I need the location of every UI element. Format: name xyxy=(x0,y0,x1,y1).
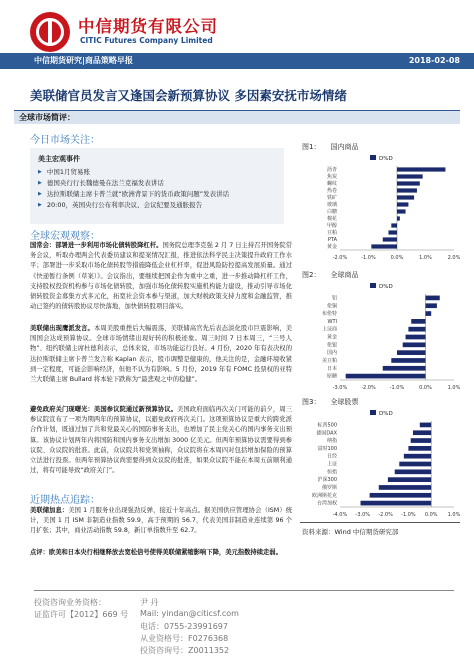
advisory-number: 投资咨询号：Z0011352 xyxy=(140,646,230,655)
fig2-category-label: 铝 xyxy=(331,295,337,302)
macro-paragraph-3 xyxy=(30,405,292,486)
fig2-bar xyxy=(406,335,426,340)
fig3-category-label: 日经 xyxy=(326,453,337,460)
report-headline: 美联储官员发言又逢国会新预算协议 多因素安抚市场情绪 xyxy=(30,88,347,103)
fig1-bar xyxy=(371,244,397,248)
fig2-bar xyxy=(391,358,425,363)
footer-divider xyxy=(34,590,454,591)
figure-3-label xyxy=(302,397,358,407)
macro-paragraph-3-lead: 避免政府关门现曙光：美国参议院通过新预算协议。 xyxy=(30,406,178,413)
fig3-category-label: 欧洲斯托克 xyxy=(311,492,337,499)
list-item: ▶ 德国央行行长魏德曼在法兰克福发表讲话 xyxy=(38,178,276,189)
fig2-bar xyxy=(426,303,437,308)
fig2-category-label: 布伦特 xyxy=(321,311,337,318)
macro-paragraph-3-body: 美国政府面临再次关门可能的前夕，周三参议院宣布了一项为期两年的预算协议，以避免政府再次关门。这项预算协议是重大的跨党派合作计划，既通过加了共和党最关心的国防事务支出，也增加了民主党关心的国内事务支出预算。该协议计划两年内将国防和国内事务支出增加 3000 亿美元。但两年预算协议需要得到参议院、众议院的批准。此前，众议院共和党领袖称，众议院将在本周四对包括增加保险的预算立法进行投票。但两年预算协议尚需要得到众议院的批准，如果众议院不能在本周五前顺利通过，将有可能导致“政府关门”。 xyxy=(30,406,292,475)
fig1-tick-label: 2.0% xyxy=(447,255,460,261)
recent-paragraph-2-lead: 点评：欧美和日本央行相继释放去宽松信号使得美联储紧缩影响下降，美元指数持续走弱。 xyxy=(30,549,282,556)
macro-heading: 全球宏观观察： xyxy=(30,231,100,242)
figure-1-number: 图1： xyxy=(302,143,321,151)
figure-1-svg xyxy=(300,152,460,262)
license-label: 投资咨询业务资格： xyxy=(34,598,106,607)
fig3-category-label: 沪深300 xyxy=(317,477,337,484)
fig1-bar xyxy=(397,181,420,185)
fig1-tick-label: -1.0% xyxy=(361,255,376,261)
macro-paragraph-2-lead: 美联储出现鹰派发言。 xyxy=(30,325,94,332)
figure-3-svg xyxy=(300,407,460,519)
fig1-category-label: 热卷 xyxy=(326,187,337,194)
fig2-category-label: 日本 xyxy=(326,365,337,372)
fig1-bar xyxy=(397,216,400,220)
fig3-bar xyxy=(408,446,431,451)
today-focus-heading: 今日市场关注： xyxy=(30,135,100,146)
citic-logo-icon xyxy=(30,12,70,52)
fig2-category-label: 原糖 xyxy=(326,373,337,380)
fig3-tick-label: -4.0% xyxy=(332,512,348,518)
fig2-bar xyxy=(397,350,426,355)
fig3-tick-label: 0.0% xyxy=(424,512,438,518)
report-department: 中信期货研究|商品策略早报 xyxy=(34,56,133,65)
fig1-tick-label: -2.0% xyxy=(332,255,348,261)
fig2-bar xyxy=(426,311,432,316)
figure-2-caption: 全球商品 xyxy=(330,271,359,279)
fig2-category-label: WTI xyxy=(327,318,337,325)
fig2-category-label: 国内 xyxy=(326,350,337,357)
fig1-category-label: 铁矿 xyxy=(326,194,337,201)
source-divider xyxy=(300,522,460,523)
fig2-category-label: 伦银 xyxy=(326,342,337,349)
fig2-category-label: 黄金 xyxy=(326,334,337,341)
fig1-category-label: 玻璃 xyxy=(326,201,337,208)
fig3-category-label: 上证 xyxy=(326,461,337,468)
fig3-bar xyxy=(399,462,431,467)
figure-3-caption: 全球股票 xyxy=(330,398,359,406)
report-date: 2018-02-08 xyxy=(408,56,460,65)
figure-2-number: 图2： xyxy=(302,271,321,279)
certificate-number: 从业资格号：F0276368 xyxy=(140,634,229,643)
fig1-category-label: 白糖 xyxy=(326,208,337,215)
fig2-category-label: 美豆粕 xyxy=(321,358,337,365)
fig2-bar xyxy=(408,327,425,332)
fig1-category-label: 螺纹 xyxy=(326,180,337,187)
fig1-bar xyxy=(397,202,408,206)
author-phone: 电话：0755-23991697 xyxy=(140,622,228,631)
fig1-legend-swatch xyxy=(370,155,376,160)
fig1-tick-label: 0.0% xyxy=(390,255,404,261)
recent-heading: 近期热点追踪： xyxy=(30,495,100,506)
fig1-category-label: 沥青 xyxy=(326,166,337,173)
macro-paragraph-1-body: 国务院总理李克强 2 月 7 日主持召开国务院常务会议，听取办理两会代表委员建议和提案情况汇报，推进依法科学民主决策提升政府工作水平；部署进一步采取市场化债转股等措施降低企业杠杆率，促进风险防控提高发展质量。通过《快递暂行条例（草案）》。会议指出，要继续把国企作为重中之重，进一步推动降杠杆工作，支持股权投资机构参与市场化债转股，加强市场化债转股实施机构能力建设，推动引导市场化债转股资金募集方式多元化，拓宽社会资本参与渠道，加大财税政策支持力度和金融监管，推动已签约的债转股协议尽快落地，加快债转股项目落实。 xyxy=(30,242,292,311)
fig3-bar xyxy=(361,501,432,506)
fig2-bar xyxy=(383,366,426,371)
fig1-legend-label: D%D xyxy=(379,156,393,162)
fig2-bar xyxy=(426,296,440,301)
fig3-bar xyxy=(379,485,431,490)
figure-3-chart xyxy=(300,407,460,519)
macro-paragraph-1-lead: 国常会：部署进一步利用市场化债转股降杠杆。 xyxy=(30,242,163,249)
figure-2-chart xyxy=(300,280,460,392)
figure-2-svg xyxy=(300,280,460,392)
fig1-category-label: 焦炭 xyxy=(326,173,337,180)
recent-paragraph-1 xyxy=(30,506,292,547)
fig3-tick-label: -2.0% xyxy=(378,512,393,518)
fig1-category-label: 棉花 xyxy=(326,215,337,222)
fig2-tick-label: -3.0% xyxy=(332,385,348,391)
macro-paragraph-1 xyxy=(30,241,292,322)
section-title: 全球市场简评： xyxy=(14,110,460,124)
fig3-category-label: 纳指 xyxy=(326,438,337,445)
fig2-bar xyxy=(411,319,425,324)
figure-1-caption: 国内商品 xyxy=(330,143,359,151)
fig3-category-label: 俄罗斯 xyxy=(321,485,337,492)
recent-paragraph-2 xyxy=(30,548,292,569)
fig1-category-label: 甲醇 xyxy=(326,222,337,229)
figure-3-number: 图3： xyxy=(302,398,321,406)
figure-1-label xyxy=(302,142,358,152)
fig1-bar xyxy=(397,188,417,192)
list-item: ▶ 达拉斯联储主席卡普兰就“欧洲背景下的货币政策问题”发表讲话 xyxy=(38,189,276,200)
fig2-tick-label: -2.0% xyxy=(361,385,376,391)
fig3-category-label: 标普500 xyxy=(317,422,337,429)
list-item: ▶ 20:00，英国央行公布利率决议、会议纪要及通胀报告 xyxy=(38,200,276,211)
fig3-bar xyxy=(404,454,431,459)
fig2-tick-label: 1.0% xyxy=(447,385,460,391)
fig2-tick-label: 0.0% xyxy=(419,385,432,391)
fig1-bar xyxy=(397,195,414,199)
fig3-bar xyxy=(411,438,432,443)
fig2-bar xyxy=(346,374,426,379)
fig1-bar xyxy=(397,174,423,178)
fig3-category-label: 恒指 xyxy=(326,469,337,476)
fig3-category-label: 富时100 xyxy=(317,445,337,452)
company-name-en: CITIC Futures Company Limited xyxy=(80,36,213,45)
fig1-bar xyxy=(388,230,397,234)
fig2-category-label: 伦铜 xyxy=(326,303,337,310)
fig3-bar xyxy=(370,493,432,498)
fig3-legend-swatch xyxy=(370,410,376,415)
fig3-bar xyxy=(413,430,431,435)
fig1-category-label: 豆粕 xyxy=(326,229,337,236)
today-focus-box xyxy=(30,148,284,224)
fig2-legend-label: D%D xyxy=(379,284,393,290)
fig2-category-label: 上证商 xyxy=(321,326,337,333)
fig3-bar xyxy=(420,423,431,428)
fig1-bar xyxy=(383,237,397,241)
figure-2-label xyxy=(302,270,358,280)
fig2-tick-label: -1.0% xyxy=(389,385,405,391)
fig3-tick-label: 1.0% xyxy=(447,512,460,518)
fig1-bar xyxy=(391,223,397,227)
fig1-tick-label: 1.0% xyxy=(419,255,432,261)
fig3-tick-label: -3.0% xyxy=(355,512,371,518)
source-note: 资料来源：Wind 中信期货研究部 xyxy=(302,528,399,536)
fig1-bar xyxy=(397,209,406,213)
recent-paragraph-1-lead: 美联储加息： xyxy=(30,507,69,514)
fig3-bar xyxy=(388,477,431,482)
author-name: 尹 丹 xyxy=(140,598,159,607)
macro-paragraph-2-body: 本周美股重挫后大幅震荡，美联储高官先后表态淡化股市巨震影响，美国国会达成预算协议。全球市场情绪出现好转的积极迹象。周三时间 7 日本周三，“三号人物”、纽约联储主席杜德利表示，总体来说，市场功能运行良好。4 月份，2020 年有表决权的达拉斯联储主席卡普兰发言称 Kaplan 表示，股市调整是健康的，他关注的是，金融环境收紧到一定程度，可能会影响经济，但他不认为有影响。5 月份，2019 年有 FOMC 投票权的亚特兰大联储主席 Bullard 将本轮下跌称为“最悲观之中的稳健”。 xyxy=(30,325,292,384)
fig2-bar xyxy=(403,342,426,347)
fig1-bar xyxy=(397,167,445,171)
fig3-category-label: 台湾加权 xyxy=(316,500,337,507)
fig3-bar xyxy=(395,469,431,474)
recent-paragraph-1-body: 美国 1 月服务业出现强劲反弹，接近十年高点。据美国供应管理协会（ISM）统计，美国 1 月 ISM 非制造业指数 59.9，高于预期的 56.7，代表美国非制造业连续第 96 个月扩张；其中，商业活动指数 59.8，新订单指数升至 62.7。 xyxy=(30,507,292,535)
company-name-cn: 中信期货有限公司 xyxy=(78,17,218,36)
fig3-category-label: 德国DAX xyxy=(316,430,337,437)
license-number: 证监许可【2012】669 号 xyxy=(34,610,129,619)
author-email[interactable]: Mail: yindan@citicsf.com xyxy=(140,609,239,618)
fig2-legend-swatch xyxy=(370,283,376,288)
fig3-legend-label: D%D xyxy=(379,411,393,417)
fig1-category-label: PTA xyxy=(327,236,337,243)
fig1-category-label: 黄金 xyxy=(326,243,337,250)
report-banner xyxy=(0,53,474,69)
figure-1-chart xyxy=(300,152,460,262)
fig3-tick-label: -1.0% xyxy=(401,512,416,518)
today-focus-box-title: 美主宏观事件 xyxy=(38,155,80,163)
list-item: ▶ 中国1月贸易账 xyxy=(38,167,276,178)
macro-paragraph-2 xyxy=(30,324,292,403)
